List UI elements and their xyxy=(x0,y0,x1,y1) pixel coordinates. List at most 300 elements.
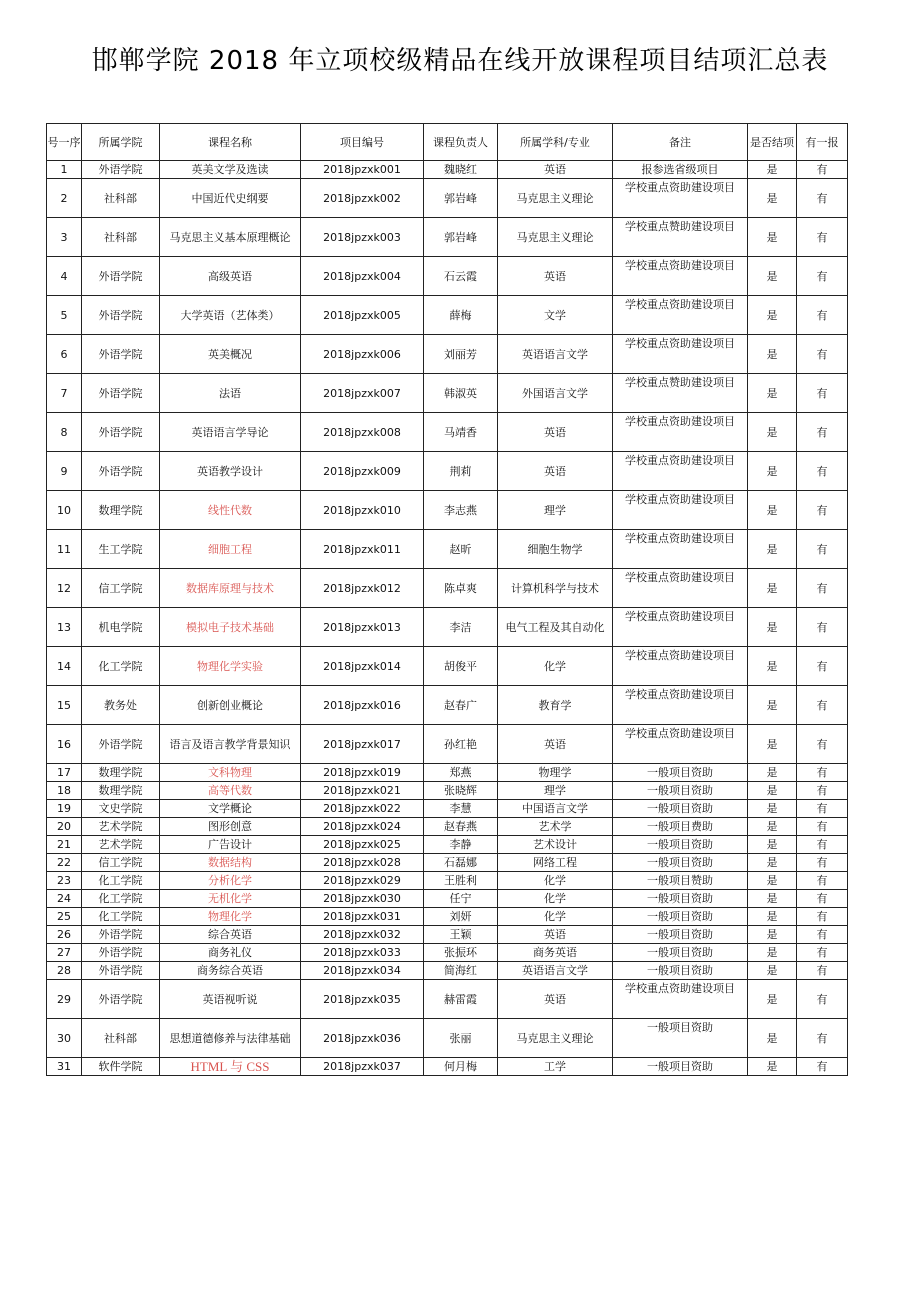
cell-code: 2018jpzxk029 xyxy=(301,872,424,890)
cell-college: 社科部 xyxy=(82,1019,160,1058)
cell-college: 教务处 xyxy=(82,686,160,725)
cell-done: 是 xyxy=(748,452,797,491)
table-row xyxy=(47,1058,848,1076)
cell-leader: 李洁 xyxy=(424,608,498,647)
cell-college: 化工学院 xyxy=(82,872,160,890)
table-row xyxy=(47,908,848,926)
table-row xyxy=(47,725,848,764)
cell-done: 是 xyxy=(748,1019,797,1058)
cell-done: 是 xyxy=(748,686,797,725)
header-note: 备注 xyxy=(613,124,748,161)
cell-subject: 理学 xyxy=(498,782,613,800)
table-row xyxy=(47,647,848,686)
cell-index: 27 xyxy=(47,944,82,962)
cell-course: 法语 xyxy=(160,374,301,413)
cell-subject: 英语 xyxy=(498,161,613,179)
cell-index: 9 xyxy=(47,452,82,491)
header-report: 有一报 xyxy=(797,124,848,161)
cell-index: 20 xyxy=(47,818,82,836)
cell-report: 有 xyxy=(797,926,848,944)
cell-index: 31 xyxy=(47,1058,82,1076)
cell-subject: 艺术学 xyxy=(498,818,613,836)
cell-course: 英美概况 xyxy=(160,335,301,374)
cell-course: 物理化学 xyxy=(160,908,301,926)
cell-note: 学校重点赞助建设项目 xyxy=(613,374,748,413)
cell-report: 有 xyxy=(797,452,848,491)
cell-done: 是 xyxy=(748,800,797,818)
cell-index: 22 xyxy=(47,854,82,872)
cell-code: 2018jpzxk017 xyxy=(301,725,424,764)
cell-subject: 细胞生物学 xyxy=(498,530,613,569)
cell-report: 有 xyxy=(797,530,848,569)
cell-subject: 英语语言文学 xyxy=(498,962,613,980)
cell-code: 2018jpzxk010 xyxy=(301,491,424,530)
cell-index: 11 xyxy=(47,530,82,569)
cell-code: 2018jpzxk021 xyxy=(301,782,424,800)
cell-done: 是 xyxy=(748,1058,797,1076)
cell-done: 是 xyxy=(748,608,797,647)
cell-code: 2018jpzxk013 xyxy=(301,608,424,647)
cell-leader: 魏晓红 xyxy=(424,161,498,179)
cell-college: 信工学院 xyxy=(82,854,160,872)
cell-note: 学校重点资助建设项目 xyxy=(613,452,748,491)
cell-report: 有 xyxy=(797,569,848,608)
cell-code: 2018jpzxk001 xyxy=(301,161,424,179)
cell-leader: 石云霞 xyxy=(424,257,498,296)
cell-index: 25 xyxy=(47,908,82,926)
cell-course: 思想道德修养与法律基础 xyxy=(160,1019,301,1058)
cell-college: 外语学院 xyxy=(82,962,160,980)
cell-subject: 马克思主义理论 xyxy=(498,218,613,257)
cell-college: 外语学院 xyxy=(82,926,160,944)
table-row xyxy=(47,686,848,725)
cell-course: 大学英语（艺体类） xyxy=(160,296,301,335)
cell-note: 学校重点赞助建设项目 xyxy=(613,218,748,257)
table-row xyxy=(47,800,848,818)
cell-leader: 荆莉 xyxy=(424,452,498,491)
cell-college: 社科部 xyxy=(82,179,160,218)
cell-report: 有 xyxy=(797,257,848,296)
cell-index: 7 xyxy=(47,374,82,413)
cell-index: 28 xyxy=(47,962,82,980)
cell-note: 一般项目费助 xyxy=(613,818,748,836)
cell-subject: 英语 xyxy=(498,452,613,491)
cell-index: 13 xyxy=(47,608,82,647)
cell-done: 是 xyxy=(748,569,797,608)
cell-leader: 陈卓爽 xyxy=(424,569,498,608)
cell-college: 艺术学院 xyxy=(82,818,160,836)
cell-done: 是 xyxy=(748,962,797,980)
cell-leader: 何月梅 xyxy=(424,1058,498,1076)
cell-index: 8 xyxy=(47,413,82,452)
cell-code: 2018jpzxk011 xyxy=(301,530,424,569)
cell-done: 是 xyxy=(748,890,797,908)
cell-leader: 李静 xyxy=(424,836,498,854)
cell-college: 外语学院 xyxy=(82,980,160,1019)
cell-index: 12 xyxy=(47,569,82,608)
cell-index: 30 xyxy=(47,1019,82,1058)
table-row xyxy=(47,608,848,647)
cell-done: 是 xyxy=(748,944,797,962)
cell-code: 2018jpzxk009 xyxy=(301,452,424,491)
cell-leader: 郭岩峰 xyxy=(424,179,498,218)
cell-index: 23 xyxy=(47,872,82,890)
cell-code: 2018jpzxk024 xyxy=(301,818,424,836)
cell-note: 一般项目资助 xyxy=(613,800,748,818)
table-row xyxy=(47,257,848,296)
cell-subject: 化学 xyxy=(498,647,613,686)
cell-note: 一般项目资助 xyxy=(613,782,748,800)
cell-course: 分析化学 xyxy=(160,872,301,890)
cell-college: 外语学院 xyxy=(82,335,160,374)
cell-code: 2018jpzxk035 xyxy=(301,980,424,1019)
table-row xyxy=(47,836,848,854)
cell-leader: 刘丽芳 xyxy=(424,335,498,374)
cell-index: 26 xyxy=(47,926,82,944)
cell-index: 1 xyxy=(47,161,82,179)
cell-course: 英美文学及选读 xyxy=(160,161,301,179)
cell-college: 化工学院 xyxy=(82,908,160,926)
cell-course: 数据结构 xyxy=(160,854,301,872)
cell-report: 有 xyxy=(797,218,848,257)
cell-note: 学校重点资助建设项目 xyxy=(613,335,748,374)
cell-report: 有 xyxy=(797,374,848,413)
table-row xyxy=(47,1019,848,1058)
cell-college: 外语学院 xyxy=(82,452,160,491)
cell-college: 生工学院 xyxy=(82,530,160,569)
cell-done: 是 xyxy=(748,413,797,452)
cell-code: 2018jpzxk034 xyxy=(301,962,424,980)
cell-report: 有 xyxy=(797,296,848,335)
cell-done: 是 xyxy=(748,836,797,854)
cell-leader: 孙红艳 xyxy=(424,725,498,764)
page-title: 邯郸学院 2018 年立项校级精品在线开放课程项目结项汇总表 xyxy=(91,46,829,76)
cell-college: 文史学院 xyxy=(82,800,160,818)
cell-report: 有 xyxy=(797,1058,848,1076)
cell-note: 学校重点资助建设项目 xyxy=(613,686,748,725)
cell-college: 数理学院 xyxy=(82,764,160,782)
cell-note: 一般项目资助 xyxy=(613,764,748,782)
cell-code: 2018jpzxk025 xyxy=(301,836,424,854)
cell-note: 学校重点资助建设项目 xyxy=(613,608,748,647)
cell-subject: 英语 xyxy=(498,926,613,944)
cell-course: 图形创意 xyxy=(160,818,301,836)
cell-leader: 王胜利 xyxy=(424,872,498,890)
cell-subject: 英语 xyxy=(498,413,613,452)
cell-subject: 英语 xyxy=(498,725,613,764)
cell-course: 商务礼仪 xyxy=(160,944,301,962)
cell-course: HTML 与 CSS xyxy=(160,1058,301,1076)
cell-index: 10 xyxy=(47,491,82,530)
cell-note: 学校重点资助建设项目 xyxy=(613,257,748,296)
cell-subject: 网络工程 xyxy=(498,854,613,872)
cell-report: 有 xyxy=(797,335,848,374)
summary-table xyxy=(46,123,848,1076)
table-row xyxy=(47,890,848,908)
cell-subject: 化学 xyxy=(498,908,613,926)
cell-note: 一般项目资助 xyxy=(613,926,748,944)
cell-leader: 韩淑英 xyxy=(424,374,498,413)
cell-course: 马克思主义基本原理概论 xyxy=(160,218,301,257)
cell-code: 2018jpzxk007 xyxy=(301,374,424,413)
cell-report: 有 xyxy=(797,491,848,530)
cell-done: 是 xyxy=(748,335,797,374)
cell-report: 有 xyxy=(797,179,848,218)
table-row xyxy=(47,962,848,980)
cell-report: 有 xyxy=(797,782,848,800)
cell-done: 是 xyxy=(748,818,797,836)
cell-index: 29 xyxy=(47,980,82,1019)
cell-done: 是 xyxy=(748,872,797,890)
cell-code: 2018jpzxk036 xyxy=(301,1019,424,1058)
cell-college: 机电学院 xyxy=(82,608,160,647)
cell-note: 一般项目资助 xyxy=(613,1058,748,1076)
cell-report: 有 xyxy=(797,944,848,962)
cell-subject: 外国语言文学 xyxy=(498,374,613,413)
cell-note: 学校重点资助建设项目 xyxy=(613,413,748,452)
cell-leader: 李志燕 xyxy=(424,491,498,530)
cell-college: 外语学院 xyxy=(82,725,160,764)
cell-subject: 马克思主义理论 xyxy=(498,1019,613,1058)
cell-report: 有 xyxy=(797,836,848,854)
cell-college: 化工学院 xyxy=(82,890,160,908)
cell-leader: 李慧 xyxy=(424,800,498,818)
cell-subject: 艺术设计 xyxy=(498,836,613,854)
cell-note: 学校重点资助建设项目 xyxy=(613,491,748,530)
header-subject: 所属学科/专业 xyxy=(498,124,613,161)
cell-code: 2018jpzxk022 xyxy=(301,800,424,818)
cell-leader: 薛梅 xyxy=(424,296,498,335)
cell-note: 学校重点资助建设项目 xyxy=(613,530,748,569)
cell-report: 有 xyxy=(797,854,848,872)
cell-code: 2018jpzxk008 xyxy=(301,413,424,452)
cell-leader: 郭岩峰 xyxy=(424,218,498,257)
cell-subject: 化学 xyxy=(498,890,613,908)
cell-leader: 马靖香 xyxy=(424,413,498,452)
cell-college: 软件学院 xyxy=(82,1058,160,1076)
cell-report: 有 xyxy=(797,872,848,890)
cell-college: 外语学院 xyxy=(82,374,160,413)
cell-index: 6 xyxy=(47,335,82,374)
table-row xyxy=(47,413,848,452)
table-row xyxy=(47,296,848,335)
cell-code: 2018jpzxk014 xyxy=(301,647,424,686)
cell-subject: 工学 xyxy=(498,1058,613,1076)
cell-course: 高级英语 xyxy=(160,257,301,296)
cell-index: 24 xyxy=(47,890,82,908)
cell-college: 信工学院 xyxy=(82,569,160,608)
cell-course: 语言及语言教学背景知识 xyxy=(160,725,301,764)
cell-subject: 英语 xyxy=(498,980,613,1019)
cell-college: 外语学院 xyxy=(82,296,160,335)
cell-code: 2018jpzxk004 xyxy=(301,257,424,296)
cell-done: 是 xyxy=(748,725,797,764)
cell-note: 学校重点资助建设项目 xyxy=(613,296,748,335)
cell-code: 2018jpzxk002 xyxy=(301,179,424,218)
cell-done: 是 xyxy=(748,926,797,944)
header-college: 所属学院 xyxy=(82,124,160,161)
cell-subject: 化学 xyxy=(498,872,613,890)
cell-done: 是 xyxy=(748,782,797,800)
cell-college: 外语学院 xyxy=(82,944,160,962)
cell-index: 21 xyxy=(47,836,82,854)
table-row xyxy=(47,980,848,1019)
cell-note: 一般项目资助 xyxy=(613,908,748,926)
cell-college: 数理学院 xyxy=(82,782,160,800)
header-code: 项目编号 xyxy=(301,124,424,161)
cell-report: 有 xyxy=(797,890,848,908)
cell-course: 英语视听说 xyxy=(160,980,301,1019)
cell-done: 是 xyxy=(748,491,797,530)
header-leader: 课程负责人 xyxy=(424,124,498,161)
cell-done: 是 xyxy=(748,179,797,218)
cell-done: 是 xyxy=(748,530,797,569)
table-row xyxy=(47,335,848,374)
cell-leader: 简海红 xyxy=(424,962,498,980)
table-row xyxy=(47,218,848,257)
cell-report: 有 xyxy=(797,725,848,764)
cell-leader: 石磊娜 xyxy=(424,854,498,872)
cell-leader: 张振环 xyxy=(424,944,498,962)
cell-leader: 胡俊平 xyxy=(424,647,498,686)
cell-subject: 电气工程及其自动化 xyxy=(498,608,613,647)
cell-college: 化工学院 xyxy=(82,647,160,686)
cell-course: 模拟电子技术基础 xyxy=(160,608,301,647)
cell-course: 文学概论 xyxy=(160,800,301,818)
cell-index: 14 xyxy=(47,647,82,686)
cell-course: 商务综合英语 xyxy=(160,962,301,980)
cell-college: 数理学院 xyxy=(82,491,160,530)
cell-report: 有 xyxy=(797,764,848,782)
cell-course: 中国近代史纲要 xyxy=(160,179,301,218)
cell-report: 有 xyxy=(797,800,848,818)
table-row xyxy=(47,944,848,962)
cell-code: 2018jpzxk028 xyxy=(301,854,424,872)
cell-index: 15 xyxy=(47,686,82,725)
cell-report: 有 xyxy=(797,818,848,836)
cell-report: 有 xyxy=(797,1019,848,1058)
cell-leader: 赵昕 xyxy=(424,530,498,569)
cell-subject: 商务英语 xyxy=(498,944,613,962)
cell-college: 外语学院 xyxy=(82,257,160,296)
cell-note: 学校重点资助建设项目 xyxy=(613,179,748,218)
cell-note: 学校重点资助建设项目 xyxy=(613,725,748,764)
cell-report: 有 xyxy=(797,647,848,686)
cell-index: 2 xyxy=(47,179,82,218)
table-row xyxy=(47,530,848,569)
cell-index: 17 xyxy=(47,764,82,782)
cell-course: 广告设计 xyxy=(160,836,301,854)
cell-note: 学校重点资助建设项目 xyxy=(613,569,748,608)
cell-course: 英语语言学导论 xyxy=(160,413,301,452)
cell-leader: 张晓辉 xyxy=(424,782,498,800)
cell-note: 学校重点资助建设项目 xyxy=(613,647,748,686)
cell-index: 5 xyxy=(47,296,82,335)
cell-report: 有 xyxy=(797,686,848,725)
cell-leader: 王颖 xyxy=(424,926,498,944)
cell-note: 学校重点资助建设项目 xyxy=(613,980,748,1019)
cell-leader: 郑燕 xyxy=(424,764,498,782)
cell-note: 一般项目资助 xyxy=(613,836,748,854)
cell-course: 无机化学 xyxy=(160,890,301,908)
cell-done: 是 xyxy=(748,374,797,413)
cell-leader: 赵春燕 xyxy=(424,818,498,836)
cell-done: 是 xyxy=(748,980,797,1019)
cell-leader: 赵春广 xyxy=(424,686,498,725)
cell-subject: 理学 xyxy=(498,491,613,530)
cell-code: 2018jpzxk030 xyxy=(301,890,424,908)
cell-leader: 张丽 xyxy=(424,1019,498,1058)
cell-college: 外语学院 xyxy=(82,413,160,452)
table-row xyxy=(47,569,848,608)
cell-report: 有 xyxy=(797,161,848,179)
cell-course: 线性代数 xyxy=(160,491,301,530)
cell-course: 综合英语 xyxy=(160,926,301,944)
cell-report: 有 xyxy=(797,413,848,452)
cell-college: 社科部 xyxy=(82,218,160,257)
cell-note: 一般项目赞助 xyxy=(613,872,748,890)
cell-subject: 计算机科学与技术 xyxy=(498,569,613,608)
cell-note: 一般项目资助 xyxy=(613,962,748,980)
cell-code: 2018jpzxk016 xyxy=(301,686,424,725)
cell-subject: 英语语言文学 xyxy=(498,335,613,374)
cell-done: 是 xyxy=(748,257,797,296)
header-done: 是否结项 xyxy=(748,124,797,161)
cell-index: 4 xyxy=(47,257,82,296)
cell-subject: 教育学 xyxy=(498,686,613,725)
cell-done: 是 xyxy=(748,296,797,335)
cell-done: 是 xyxy=(748,908,797,926)
cell-course: 数据库原理与技术 xyxy=(160,569,301,608)
cell-college: 艺术学院 xyxy=(82,836,160,854)
cell-course: 高等代数 xyxy=(160,782,301,800)
cell-code: 2018jpzxk033 xyxy=(301,944,424,962)
table-row xyxy=(47,782,848,800)
table-header-row xyxy=(47,124,848,161)
cell-code: 2018jpzxk019 xyxy=(301,764,424,782)
cell-code: 2018jpzxk037 xyxy=(301,1058,424,1076)
table-row xyxy=(47,764,848,782)
cell-subject: 文学 xyxy=(498,296,613,335)
cell-note: 一般项目资助 xyxy=(613,1019,748,1058)
header-index: 号一序 xyxy=(47,124,82,161)
cell-code: 2018jpzxk003 xyxy=(301,218,424,257)
cell-course: 英语教学设计 xyxy=(160,452,301,491)
cell-note: 一般项目资助 xyxy=(613,890,748,908)
table-row xyxy=(47,161,848,179)
cell-course: 文科物理 xyxy=(160,764,301,782)
table-row xyxy=(47,179,848,218)
header-course: 课程名称 xyxy=(160,124,301,161)
cell-leader: 任宁 xyxy=(424,890,498,908)
cell-code: 2018jpzxk005 xyxy=(301,296,424,335)
cell-note: 报参选省级项目 xyxy=(613,161,748,179)
cell-index: 19 xyxy=(47,800,82,818)
cell-report: 有 xyxy=(797,908,848,926)
cell-course: 物理化学实验 xyxy=(160,647,301,686)
cell-index: 16 xyxy=(47,725,82,764)
cell-code: 2018jpzxk006 xyxy=(301,335,424,374)
cell-subject: 中国语言文学 xyxy=(498,800,613,818)
cell-note: 一般项目资助 xyxy=(613,944,748,962)
cell-done: 是 xyxy=(748,764,797,782)
table-row xyxy=(47,854,848,872)
cell-index: 3 xyxy=(47,218,82,257)
cell-done: 是 xyxy=(748,161,797,179)
cell-subject: 马克思主义理论 xyxy=(498,179,613,218)
cell-course: 创新创业概论 xyxy=(160,686,301,725)
cell-report: 有 xyxy=(797,980,848,1019)
